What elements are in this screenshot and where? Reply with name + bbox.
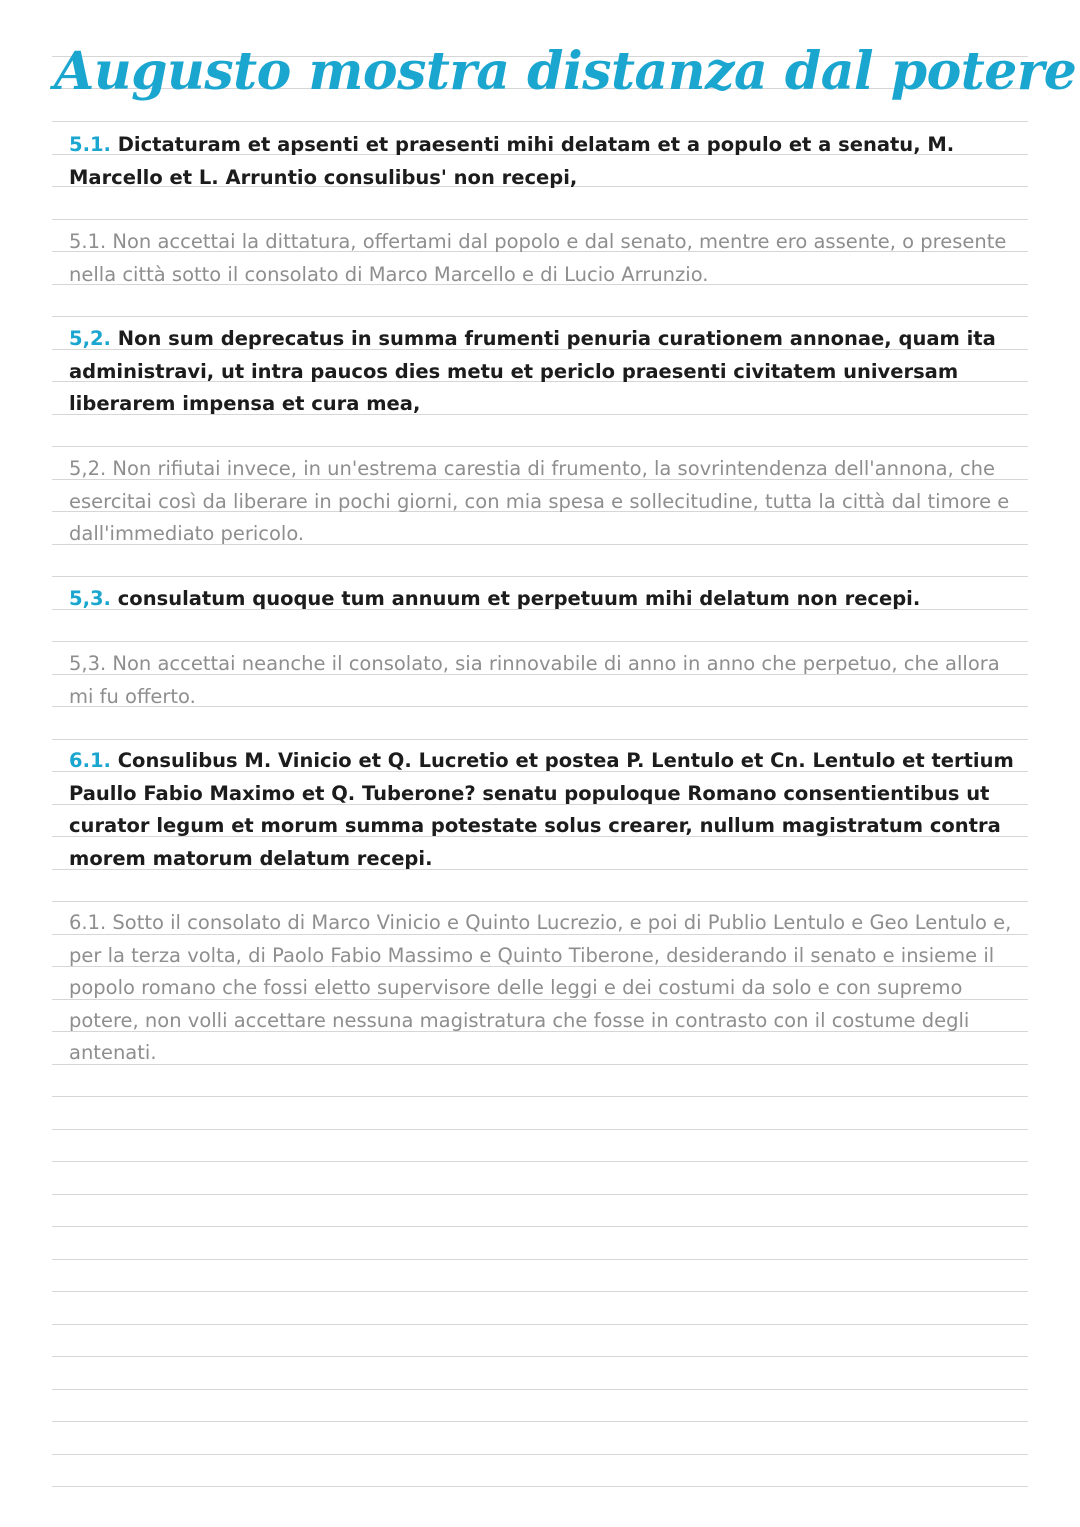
ruled-line [52, 1096, 1028, 1097]
ruled-line [52, 1389, 1028, 1390]
latin-paragraph-5-1 [69, 129, 1024, 194]
ruled-line [52, 1129, 1028, 1130]
section-number: 5.1. [69, 133, 111, 156]
ruled-line [52, 1356, 1028, 1357]
ruled-line [52, 446, 1028, 447]
ruled-line [52, 1259, 1028, 1260]
ruled-line [52, 121, 1028, 122]
page-title: Augusto mostra distanza dal potere [54, 41, 1077, 102]
latin-paragraph-5-3 [69, 583, 1024, 616]
ruled-line [52, 641, 1028, 642]
section-number: 5,3. [69, 587, 111, 610]
section-number: 5,2. [69, 327, 111, 350]
latin-text: Consulibus M. Vinicio et Q. Lucretio et postea P. Lentulo et Cn. Lentulo et tertium Paullo Fabio Maximo et Q. Tuberone? senatu populoque Romano consentientibus ut curator legum et morum summa potestate solus crearer, nullum magistratum contra morem matorum delatum recepi. [69, 749, 1014, 870]
ruled-line [52, 219, 1028, 220]
italian-paragraph-6-1: 6.1. Sotto il consolato di Marco Vinicio e Quinto Lucrezio, e poi di Publio Lentulo e Geo Lentulo e, per la terza volta, di Paolo Fabio Massimo e Quinto Tiberone, desiderando il senato e insieme il popolo romano che fossi eletto supervisore delle leggi e dei costumi da solo e con supremo potere, non volli accettare nessuna magistratura che fosse in contrasto con il costume degli antenati. [69, 911, 1012, 1064]
ruled-line [52, 739, 1028, 740]
italian-paragraph-5-1: 5.1. Non accettai la dittatura, offertami dal popolo e dal senato, mentre ero assente, o presente nella città sotto il consolato di Marco Marcello e di Lucio Arrunzio. [69, 230, 1007, 286]
ruled-line [52, 576, 1028, 577]
italian-paragraph-5-3: 5,3. Non accettai neanche il consolato, sia rinnovabile di anno in anno che perpetuo, che allora mi fu offerto. [69, 652, 1000, 708]
ruled-line [52, 1421, 1028, 1422]
latin-paragraph-6-1 [69, 745, 1024, 875]
ruled-line [52, 901, 1028, 902]
italian-paragraph-5-2: 5,2. Non rifiutai invece, in un'estrema carestia di frumento, la sovrintendenza dell'annona, che esercitai così da liberare in pochi giorni, con mia spesa e sollecitudine, tutta la città dal timore e dall'immediato pericolo. [69, 457, 1010, 545]
ruled-line [52, 1291, 1028, 1292]
ruled-line [52, 1226, 1028, 1227]
ruled-line [52, 1486, 1028, 1487]
latin-text: consulatum quoque tum annuum et perpetuum mihi delatum non recepi. [117, 587, 921, 610]
ruled-line [52, 1194, 1028, 1195]
latin-text: Non sum deprecatus in summa frumenti penuria curationem annonae, quam ita administravi, ut intra paucos dies metu et periclo praesenti civitatem universam liberarem impensa et cura mea, [69, 327, 996, 415]
latin-paragraph-5-2 [69, 323, 1024, 421]
ruled-line [52, 316, 1028, 317]
section-number: 6.1. [69, 749, 111, 772]
ruled-line [52, 1324, 1028, 1325]
ruled-line [52, 1454, 1028, 1455]
ruled-line [52, 1161, 1028, 1162]
latin-text: Dictaturam et apsenti et praesenti mihi delatam et a populo et a senatu, M. Marcello et L. Arruntio consulibus' non recepi, [69, 133, 955, 189]
